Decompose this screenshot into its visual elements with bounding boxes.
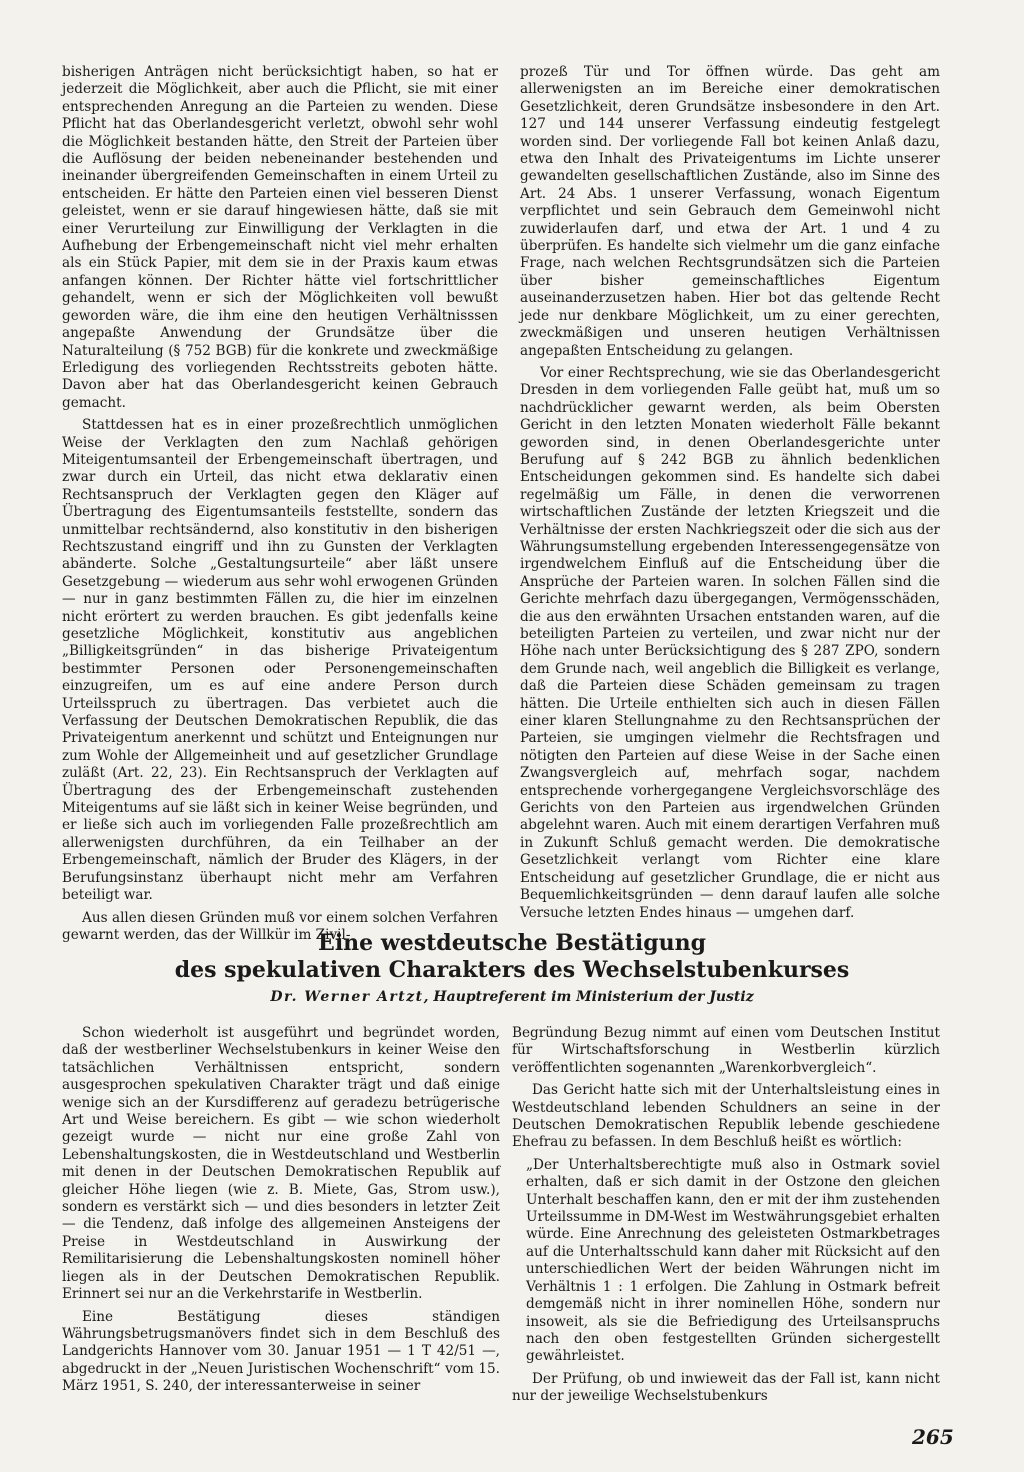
paragraph: Vor einer Rechtsprechung, wie sie das Oberlandesgericht Dresden in dem vorliegenden Falle geübt hat, muß um so nachdrücklicher gewarnt werden, als beim Obersten Gericht in den letzten Monaten wiederholt Fälle bekannt geworden sind, in denen Oberlandesgerichte unter Berufung auf § 242 BGB zu ähnlich bedenklichen Entscheidungen gekommen sind. Es handelte sich dabei regelmäßig um Fälle, in denen die verworrenen wirtschaftlichen Zustände der letzten Kriegszeit und die Verhältnisse der ersten Nachkriegszeit oder die sich aus der Währungsumstellung ergebenden Interessengegensätze von irgendwelchem Einfluß auf die Entscheidung über die Ansprüche der Parteien waren. In solchen Fällen sind die Gerichte mehrfach dazu übergegangen, Vermögensschäden, die aus den erwähnten Ursachen entstanden waren, auf die beteiligten Parteien zu verteilen, und zwar nicht nur der Höhe nach unter Berücksichtigung des § 287 ZPO, sondern dem Grunde nach, weil angeblich die Billigkeit es verlange, daß die Parteien diese Schäden gemeinsam zu tragen hätten. Die Urteile enthielten sich auch in diesen Fällen einer klaren Stellungnahme zu den Rechtsansprüchen der Parteien, sie umgingen vielmehr die Rechtsfragen und nötigten den Parteien auf diese Weise in der Sache einen Zwangsvergleich auf, mehrfach sogar, nachdem entsprechende vorhergegangene Vergleichsvorschläge des Gerichts von den Parteien aus irgendwelchen Gründen abgelehnt waren. Auch mit einem derartigen Verfahren muß in Zukunft Schluß gemacht werden. Die demokratische Gesetzlichkeit verlangt vom Richter eine klare Entscheidung auf gesetzlicher Grundlage, die er nicht aus Bequemlichkeitsgründen — denn darauf laufen alle solche Versuche letzten Endes hinaus — umgehen darf. xyxy=(520,364,940,921)
article-left-column xyxy=(62,1025,500,1396)
paragraph: Das Gericht hatte sich mit der Unterhaltsleistung eines in Westdeutschland lebenden Schuldners an seine in der Deutschen Demokratischen Republik lebende geschiedene Ehefrau zu befassen. In dem Beschluß heißt es wörtlich: xyxy=(512,1082,940,1151)
upper-left-column xyxy=(62,64,498,944)
article-author xyxy=(0,988,1024,1006)
paragraph: Eine Bestätigung dieses ständigen Währungsbetrugsmanövers findet sich in dem Beschluß des Landgerichts Hannover vom 30. Januar 1951 — 1 T 42/51 —, abgedruckt in der „Neuen Juristischen Wochenschrift“ vom 15. März 1951, S. 240, der interessanterweise in seiner xyxy=(62,1308,500,1395)
article-right-column xyxy=(512,1025,940,1406)
page-number: 265 xyxy=(912,1425,954,1449)
paragraph: Der Prüfung, ob und inwieweit das der Fall ist, kann nicht nur der jeweilige Wechselstubenkurs xyxy=(512,1370,940,1405)
paragraph: Begründung Bezug nimmt auf einen vom Deutschen Institut für Wirtschaftsforschung in Westberlin kürzlich veröffentlichten sogenannten „Warenkorbvergleich“. xyxy=(512,1025,940,1076)
paragraph: Schon wiederholt ist ausgeführt und begründet worden, daß der westberliner Wechselstubenkurs in keiner Weise den tatsächlichen Verhältnissen entspricht, sondern ausgesprochen spekulativen Charakter trägt und daß einige wenige sich an der Kursdifferenz auf geradezu betrügerische Art und Weise bereichern. Es gibt — wie schon wiederholt gezeigt wurde — nicht nur eine große Zahl von Lebenshaltungskosten, die in Westdeutschland und Westberlin mit denen in der Deutschen Demokratischen Republik auf gleicher Höhe liegen (wie z. B. Miete, Gas, Strom usw.), sondern es verstärkt sich — und dies besonders in letzter Zeit — die Tendenz, daß infolge des allgemeinen Ansteigens der Preise in Westdeutschland in Auswirkung der Remilitarisierung die Lebenshaltungskosten nominell höher liegen als in der Deutschen Demokratischen Republik. Erinnert sei nur an die Verkehrstarife in Westberlin. xyxy=(62,1025,500,1303)
paragraph: bisherigen Anträgen nicht berücksichtigt haben, so hat er jederzeit die Möglichkeit, aber auch die Pflicht, sie mit einer entsprechenden Anregung an die Parteien zu wenden. Diese Pflicht hat das Oberlandesgericht verletzt, obwohl sehr wohl die Möglichkeit bestanden hätte, den Streit der Parteien über die Auflösung der beiden nebeneinander bestehenden und ineinander übergreifenden Gemeinschaften in einem Urteil zu entscheiden. Er hätte den Parteien einen viel besseren Dienst geleistet, wenn er sie darauf hingewiesen hätte, daß sie mit einer Verurteilung zur Einwilligung der Verklagten in die Aufhebung der Erbengemeinschaft nicht viel mehr erhalten als ein Stück Papier, mit dem sie in der Praxis kaum etwas anfangen können. Der Richter hätte viel fortschrittlicher gehandelt, wenn er sich der Möglichkeiten voll bewußt geworden wäre, die ihm eine den heutigen Verhältnisssen angepaßte Anwendung der Grundsätze über die Naturalteilung (§ 752 BGB) für die konkrete und zweckmäßige Erledigung des vorliegenden Rechtsstreits geboten hätte. Davon aber hat das Oberlandesgericht keinen Gebrauch gemacht. xyxy=(62,64,498,411)
quoted-decision: „Der Unterhaltsberechtigte muß also in Ostmark soviel erhalten, daß er sich damit in der Ostzone den gleichen Unterhalt beschaffen kann, den er mit der ihm zustehenden Urteilssumme in DM-West im Westwährungsgebiet erhalten würde. Eine Anrechnung des geleisteten Ostmarkbetrages auf die Unterhaltsschuld kann daher mit Rücksicht auf den unterschiedlichen Wert der beiden Währungen nicht im Verhältnis 1 : 1 erfolgen. Die Zahlung in Ostmark befreit demgemäß nicht in ihrer nominellen Höhe, sondern nur insoweit, als sie die Befriedigung des Urteilsanspruchs nach den oben festgestellten Gründen sichergestellt gewährleistet. xyxy=(526,1156,940,1365)
paragraph: prozeß Tür und Tor öffnen würde. Das geht am allerwenigsten an im Bereiche einer demokratischen Gesetzlichkeit, deren Grundsätze insbesondere in den Art. 127 und 144 unserer Verfassung eindeutig festgelegt worden sind. Der vorliegende Fall bot keinen Anlaß dazu, etwa den Inhalt des Privateigentums im Lichte unserer gewandelten gesellschaftlichen Zustände, also im Sinne des Art. 24 Abs. 1 unserer Verfassung, wonach Eigentum verpflichtet und sein Gebrauch dem Gemeinwohl nicht zuwiderlaufen darf, und etwa der Art. 1 und 4 zu überprüfen. Es handelte sich vielmehr um die ganz einfache Frage, nach welchen Rechtsgrundsätzen sich die Parteien über bisher gemeinschaftliches Eigentum auseinanderzusetzen haben. Hier bot das geltende Recht jede nur denkbare Möglichkeit, um zu einer gerechten, zweckmäßigen und unseren heutigen Verhältnissen angepaßten Entscheidung zu gelangen. xyxy=(520,64,940,359)
article-title-line-2: des spekulativen Charakters des Wechselstubenkurses xyxy=(174,957,850,983)
author-name: Dr. Werner Artzt xyxy=(270,989,424,1005)
upper-right-column xyxy=(520,64,940,922)
paragraph: Stattdessen hat es in einer prozeßrechtlich unmöglichen Weise der Verklagten den zum Nachlaß gehörigen Miteigentumsanteil der Erbengemeinschaft übertragen, und zwar durch ein Urteil, das nicht etwa deklarativ einen Rechtsanspruch der Verklagten gegen den Kläger auf Übertragung des Eigentumsanteils feststellte, sondern das unmittelbar rechtsändernd, also konstitutiv in den bisherigen Rechtszustand eingriff und ihn zu Gunsten der Verklagten abänderte. Solche „Gestaltungsurteile“ aber läßt unsere Gesetzgebung — wiederum aus sehr wohl erwogenen Gründen — nur in ganz bestimmten Fällen zu, die hier im einzelnen nicht erörtert zu werden brauchen. Es gibt jedenfalls keine gesetzliche Möglichkeit, konstitutiv aus angeblichen „Billigkeitsgründen“ in das bisherige Privateigentum bestimmter Personen oder Personengemeinschaften einzugreifen, um es auf eine andere Person durch Urteilsspruch zu übertragen. Das verbietet auch die Verfassung der Deutschen Demokratischen Republik, die das Privateigentum anerkennt und schützt und Enteignungen nur zum Wohle der Allgemeinheit und auf gesetzlicher Grundlage zuläßt (Art. 22, 23). Ein Rechtsanspruch der Verklagten auf Übertragung des der Erbengemeinschaft zustehenden Miteigentums auf sie läßt sich in keiner Weise begründen, und er ließe sich auch im vorliegenden Falle prozeßrechtlich am allerwenigsten durchführen, da ein Teilhaber an der Erbengemeinschaft, nämlich der Bruder des Klägers, in der Berufungsinstanz überhaupt nicht mehr am Verfahren beteiligt war. xyxy=(62,417,498,904)
article-title-line-1: Eine westdeutsche Bestätigung xyxy=(318,930,706,956)
paragraph: Aus allen diesen Gründen muß vor einem solchen Verfahren gewarnt werden, das der Willkür im Zivil- xyxy=(62,909,498,943)
author-role: , Hauptreferent im Ministerium der Justiz xyxy=(423,989,754,1005)
